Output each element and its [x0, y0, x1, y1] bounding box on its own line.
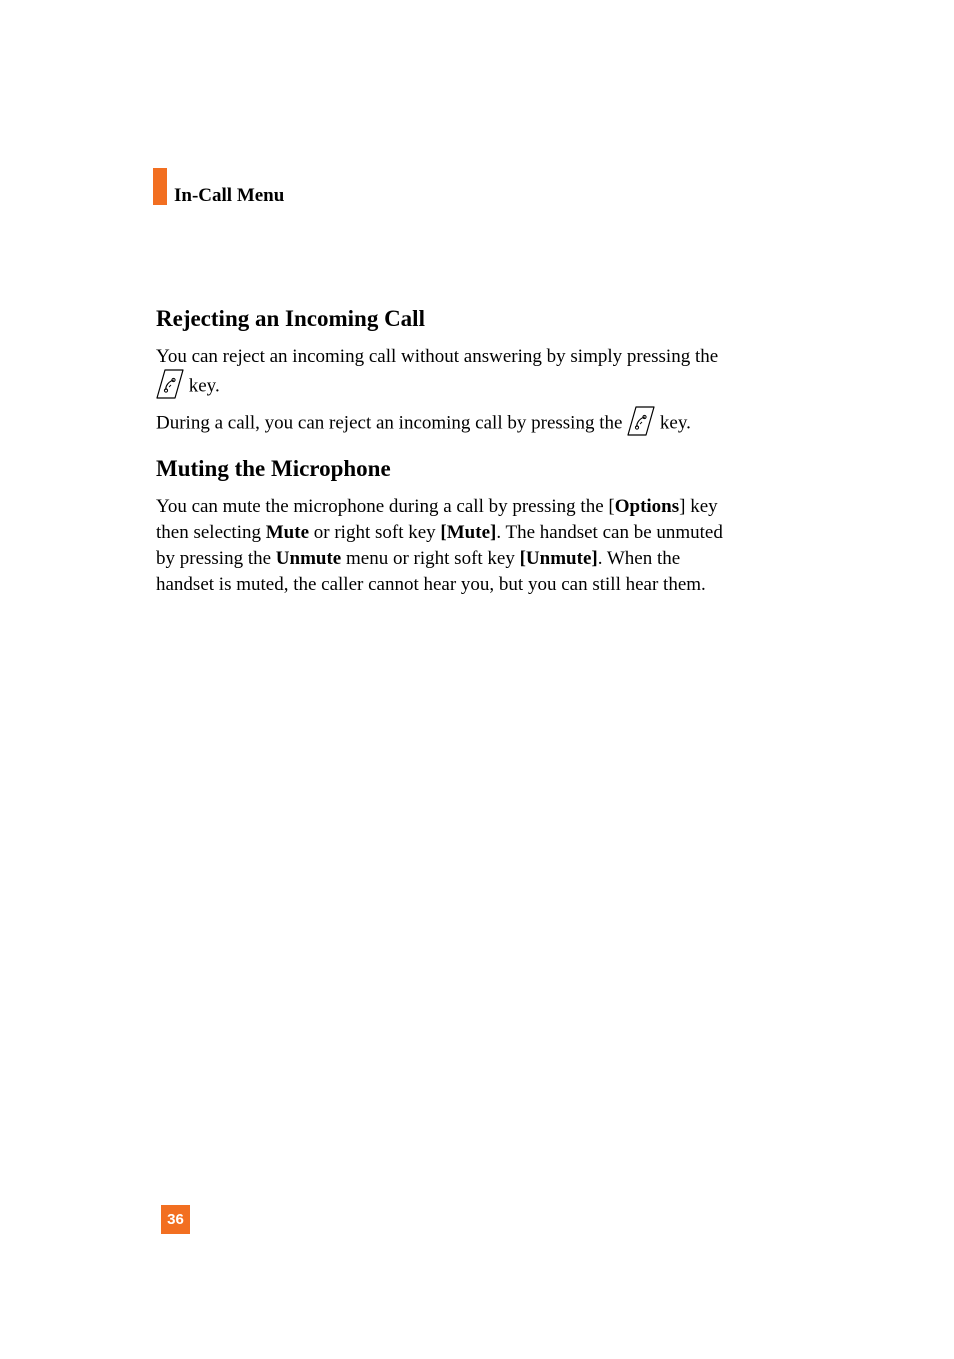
mute-menu-label: Mute — [265, 522, 310, 543]
text-run: You can mute the microphone during a call by pressing the [ — [156, 496, 615, 517]
unmute-menu-label: Unmute — [275, 548, 342, 569]
end-call-key-icon — [156, 368, 184, 400]
options-key-label: Options — [614, 496, 680, 517]
mute-softkey-label: [Mute] — [440, 522, 497, 543]
unmute-softkey-label: [Unmute] — [519, 548, 598, 569]
text-run: . The handset can be unmuted — [496, 522, 723, 543]
text-run: ] key — [679, 496, 718, 517]
mute-para-line3 — [156, 547, 680, 571]
reject-para1-line2 — [156, 371, 220, 403]
end-call-key-icon — [627, 405, 655, 437]
text-run: or right soft key — [309, 522, 441, 543]
reject-para1-line1: You can reject an incoming call without answering by simply pressing the — [156, 346, 719, 367]
chapter-title: In-Call Menu — [174, 185, 285, 206]
page-number-badge: 36 — [161, 1205, 190, 1234]
text-run: handset is muted, the caller cannot hear you, but you can still hear them. — [156, 574, 706, 595]
section-marker-bar — [153, 168, 167, 205]
reject-para2-text-after: key. — [659, 412, 691, 434]
reject-para1-line2-text: key. — [188, 375, 220, 397]
heading-muting-microphone: Muting the Microphone — [156, 456, 391, 481]
text-run: then selecting — [156, 522, 266, 543]
mute-para-line2 — [156, 521, 723, 545]
text-run: menu or right soft key — [341, 548, 520, 569]
mute-para-line1 — [156, 495, 718, 519]
text-run: by pressing the — [156, 548, 276, 569]
reject-para2 — [156, 408, 691, 440]
heading-rejecting-call: Rejecting an Incoming Call — [156, 306, 425, 331]
text-run: . When the — [597, 548, 681, 569]
mute-para-line4 — [156, 573, 706, 597]
reject-para2-text-before: During a call, you can reject an incoming call by pressing the — [156, 412, 623, 434]
